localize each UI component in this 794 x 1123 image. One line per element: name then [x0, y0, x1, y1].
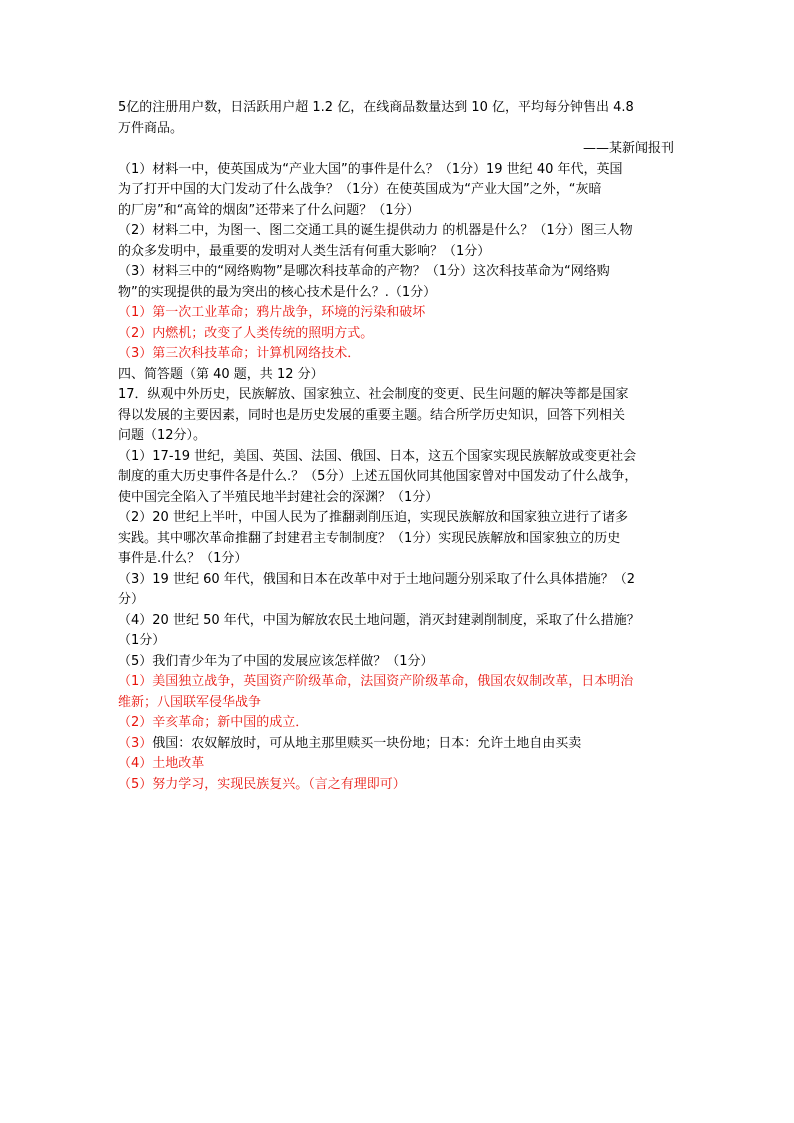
text-line: （3）19 世纪 60 年代，俄国和日本在改革中对于土地问题分别采取了什么具体措施？（2	[118, 571, 636, 587]
text-line: （1）17-19 世纪，美国、英国、法国、俄国、日本，这五个国家实现民族解放或变更社会	[118, 448, 637, 464]
answer-line: （3）第三次科技革命；计算机网络技术．	[118, 346, 361, 361]
text-line: 使中国完全陷入了半殖民地半封建社会的深渊？（1分）	[118, 489, 439, 505]
text-line: （1分）	[118, 633, 166, 648]
text-line: 实践。其中哪次革命推翻了封建君主专制制度？（1分）实现民族解放和国家独立的历史	[118, 530, 621, 546]
text-line: （2）20 世纪上半叶，中国人民为了推翻剥削压迫，实现民族解放和国家独立进行了诸多	[118, 510, 628, 525]
text-line: 物”的实现提供的最为突出的核心技术是什么？.（1分）	[118, 284, 437, 300]
text-line: （5）我们青少年为了中国的发展应该怎样做？（1分）	[118, 653, 434, 669]
answer-line: 维新；八国联军侵华战争	[118, 694, 262, 710]
text-line: 万件商品。	[118, 120, 184, 136]
text-line: 四、简答题（第 40 题，共 12 分）	[118, 366, 324, 382]
answer-line: （1）美国独立战争，英国资产阶级革命，法国资产阶级革命，俄国农奴制改革，日本明治	[118, 674, 634, 689]
text-line: 分）	[118, 592, 145, 607]
text-line: （3）材料三中的“网络购物”是哪次科技革命的产物？（1分）这次科技革命为“网络购	[118, 264, 610, 279]
text-segment: 俄国：农奴解放时，可从地主那里赎买一块份地；日本：允许土地自由买卖	[152, 735, 582, 751]
text-line: 17．纵观中外历史，民族解放、国家独立、社会制度的变更、民生问题的解决等都是国家	[118, 387, 629, 402]
answer-line: （2）内燃机；改变了人类传统的照明方式。	[118, 325, 374, 341]
answer-segment: （3）	[118, 735, 153, 751]
text-line: 的众多发明中，最重要的发明对人类生活有何重大影响？（1分）	[118, 243, 491, 259]
text-line: （2）材料二中，为图一、图二交通工具的诞生提供动力 的机器是什么？（1分）图三人物	[118, 223, 633, 238]
answer-line: （5）努力学习，实现民族复兴。（言之有理即可）	[118, 776, 406, 792]
document-page	[118, 98, 674, 795]
answer-line: （1）第一次工业革命；鸦片战争，环境的污染和破坏	[118, 305, 426, 320]
text-line: 为了打开中国的大门发动了什么战争？（1分）在使英国成为“产业大国”之外，“灰暗	[118, 182, 602, 197]
answer-line	[118, 734, 674, 755]
text-line: 的厂房”和“高耸的烟囱”还带来了什么问题？（1分）	[118, 202, 420, 218]
text-line: 得以发展的主要因素，同时也是历史发展的重要主题。结合所学历史知识，回答下列相关	[118, 407, 626, 423]
text-line: 制度的重大历史事件各是什么.？（5分）上述五国伙同其他国家曾对中国发动了什么战争，	[118, 469, 638, 484]
answer-line: （4）土地改革	[118, 756, 205, 771]
source-citation: ——某新闻报刊	[582, 141, 674, 156]
text-line: （4）20 世纪 50 年代，中国为解放农民土地问题，消灭封建剥削制度，采取了什么措施？	[118, 612, 640, 628]
text-line: 事件是.什么？（1分）	[118, 551, 248, 566]
text-line: 问题（12分）。	[118, 428, 207, 443]
text-line: （1）材料一中，使英国成为“产业大国”的事件是什么？（1分）19 世纪 40 年代，英国	[118, 161, 623, 177]
text-line: 5亿的注册用户数，日活跃用户超 1.2 亿，在线商品数量达到 10 亿，平均每分钟售出 4.8	[118, 100, 634, 115]
answer-line: （2）辛亥革命；新中国的成立．	[118, 715, 309, 730]
